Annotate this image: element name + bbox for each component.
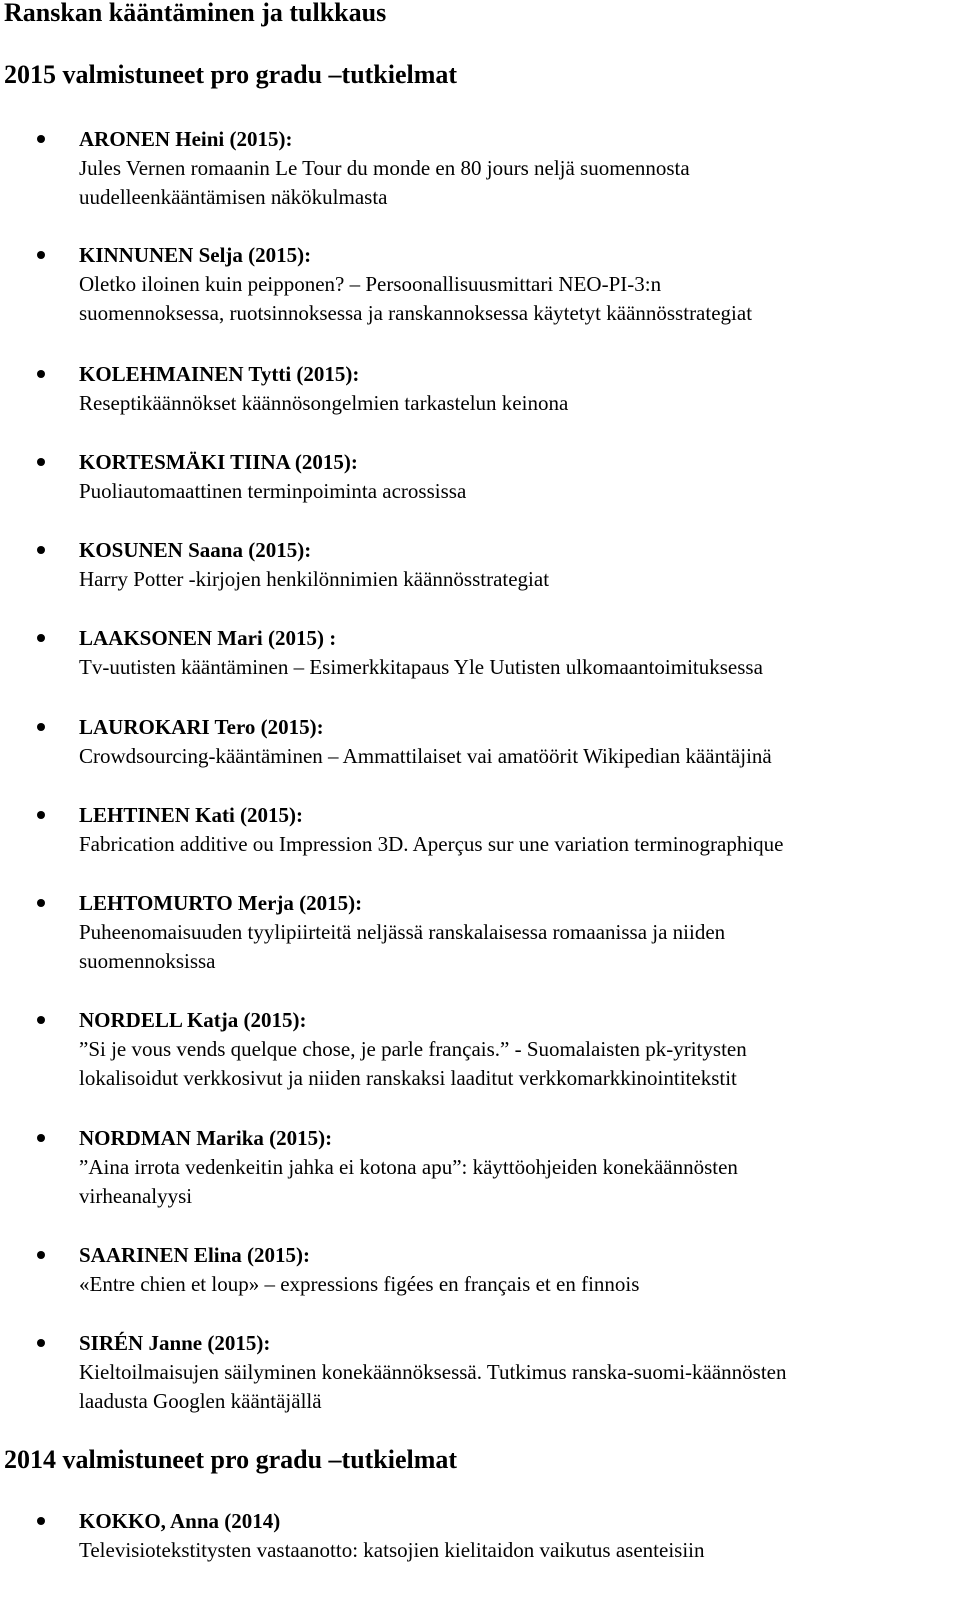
entry-author: KOKKO, Anna (2014) (79, 1509, 281, 1533)
entry-title (79, 653, 949, 682)
document-title: Ranskan kääntäminen ja tulkkaus (4, 0, 387, 27)
entry-author: NORDELL Katja (2015): (79, 1008, 307, 1032)
entry-author: LEHTINEN Kati (2015): (79, 803, 304, 827)
entry-title-line: uudelleenkääntämisen näkökulmasta (79, 185, 388, 209)
bullet-icon (37, 546, 45, 554)
bullet-icon (37, 1134, 45, 1142)
bullet-icon (37, 251, 45, 259)
section-heading-2015: 2015 valmistuneet pro gradu –tutkielmat (4, 60, 458, 89)
entry-author: LAAKSONEN Mari (2015) : (79, 626, 337, 650)
entry-title-line: ”Si je vous vends quelque chose, je parle français.” - Suomalaisten pk-yritysten (79, 1037, 747, 1061)
bullet-icon (37, 723, 45, 731)
entry-author: SIRÉN Janne (2015): (79, 1331, 271, 1355)
entry-title (79, 1536, 949, 1565)
section-heading-2014: 2014 valmistuneet pro gradu –tutkielmat (4, 1445, 458, 1474)
entry-title-line: Jules Vernen romaanin Le Tour du monde en 80 jours neljä suomennosta (79, 156, 690, 180)
bullet-icon (37, 1517, 45, 1525)
entry-author: KOLEHMAINEN Tytti (2015): (79, 362, 360, 386)
entry-title-line: lokalisoidut verkkosivut ja niiden ranskaksi laaditut verkkomarkkinointitekstit (79, 1066, 737, 1090)
entry-author: NORDMAN Marika (2015): (79, 1126, 333, 1150)
entry-title (79, 830, 949, 859)
bullet-icon (37, 811, 45, 819)
entry-title (79, 1270, 949, 1299)
bullet-icon (37, 1339, 45, 1347)
entry-author: SAARINEN Elina (2015): (79, 1243, 311, 1267)
bullet-icon (37, 634, 45, 642)
bullet-icon (37, 1016, 45, 1024)
entry-title-line: suomennoksissa (79, 949, 216, 973)
entry-title-line: virheanalyysi (79, 1184, 193, 1208)
entry-title (79, 1358, 949, 1416)
entry-title (79, 154, 949, 212)
entry-title (79, 477, 949, 506)
entry-title (79, 1035, 949, 1093)
entry-title (79, 918, 949, 976)
entry-title-line: Reseptikäännökset käännösongelmien tarkastelun keinona (79, 391, 569, 415)
entry-title-line: suomennoksessa, ruotsinnoksessa ja ranskannoksessa käytetyt käännösstrategiat (79, 301, 753, 325)
entry-title-line: Puoliautomaattinen terminpoiminta acrossissa (79, 479, 467, 503)
bullet-icon (37, 899, 45, 907)
entry-title-line: Tv-uutisten kääntäminen – Esimerkkitapaus Yle Uutisten ulkomaantoimituksessa (79, 655, 763, 679)
entry-author: KORTESMÄKI TIINA (2015): (79, 450, 358, 474)
entry-title-line: Kieltoilmaisujen säilyminen konekäännöksessä. Tutkimus ranska-suomi-käännösten (79, 1360, 787, 1384)
entry-author: KOSUNEN Saana (2015): (79, 538, 312, 562)
entry-title (79, 389, 949, 418)
entry-title-line: Puheenomaisuuden tyylipiirteitä neljässä ranskalaisessa romaanissa ja niiden (79, 920, 726, 944)
entry-title (79, 1153, 949, 1211)
bullet-icon (37, 1251, 45, 1259)
entry-title-line: «Entre chien et loup» – expressions figées en français et en finnois (79, 1272, 640, 1296)
entry-title-line: Crowdsourcing-kääntäminen – Ammattilaiset vai amatöörit Wikipedian kääntäjinä (79, 744, 772, 768)
bullet-icon (37, 458, 45, 466)
bullet-icon (37, 370, 45, 378)
entry-title-line: Fabrication additive ou Impression 3D. Aperçus sur une variation terminographique (79, 832, 784, 856)
entry-title (79, 565, 949, 594)
bullet-icon (37, 135, 45, 143)
entry-title-line: Televisiotekstitysten vastaanotto: katsojien kielitaidon vaikutus asenteisiin (79, 1538, 705, 1562)
entry-author: LAUROKARI Tero (2015): (79, 715, 324, 739)
entry-title (79, 270, 949, 328)
entry-author: ARONEN Heini (2015): (79, 127, 293, 151)
entry-title-line: Harry Potter -kirjojen henkilönnimien käännösstrategiat (79, 567, 550, 591)
entry-author: LEHTOMURTO Merja (2015): (79, 891, 363, 915)
entry-author: KINNUNEN Selja (2015): (79, 243, 312, 267)
entry-title-line: Oletko iloinen kuin peipponen? – Persoonallisuusmittari NEO-PI-3:n (79, 272, 662, 296)
entry-title-line: ”Aina irrota vedenkeitin jahka ei kotona apu”: käyttöohjeiden konekäännösten (79, 1155, 738, 1179)
entry-title (79, 742, 949, 771)
entry-title-line: laadusta Googlen kääntäjällä (79, 1389, 322, 1413)
